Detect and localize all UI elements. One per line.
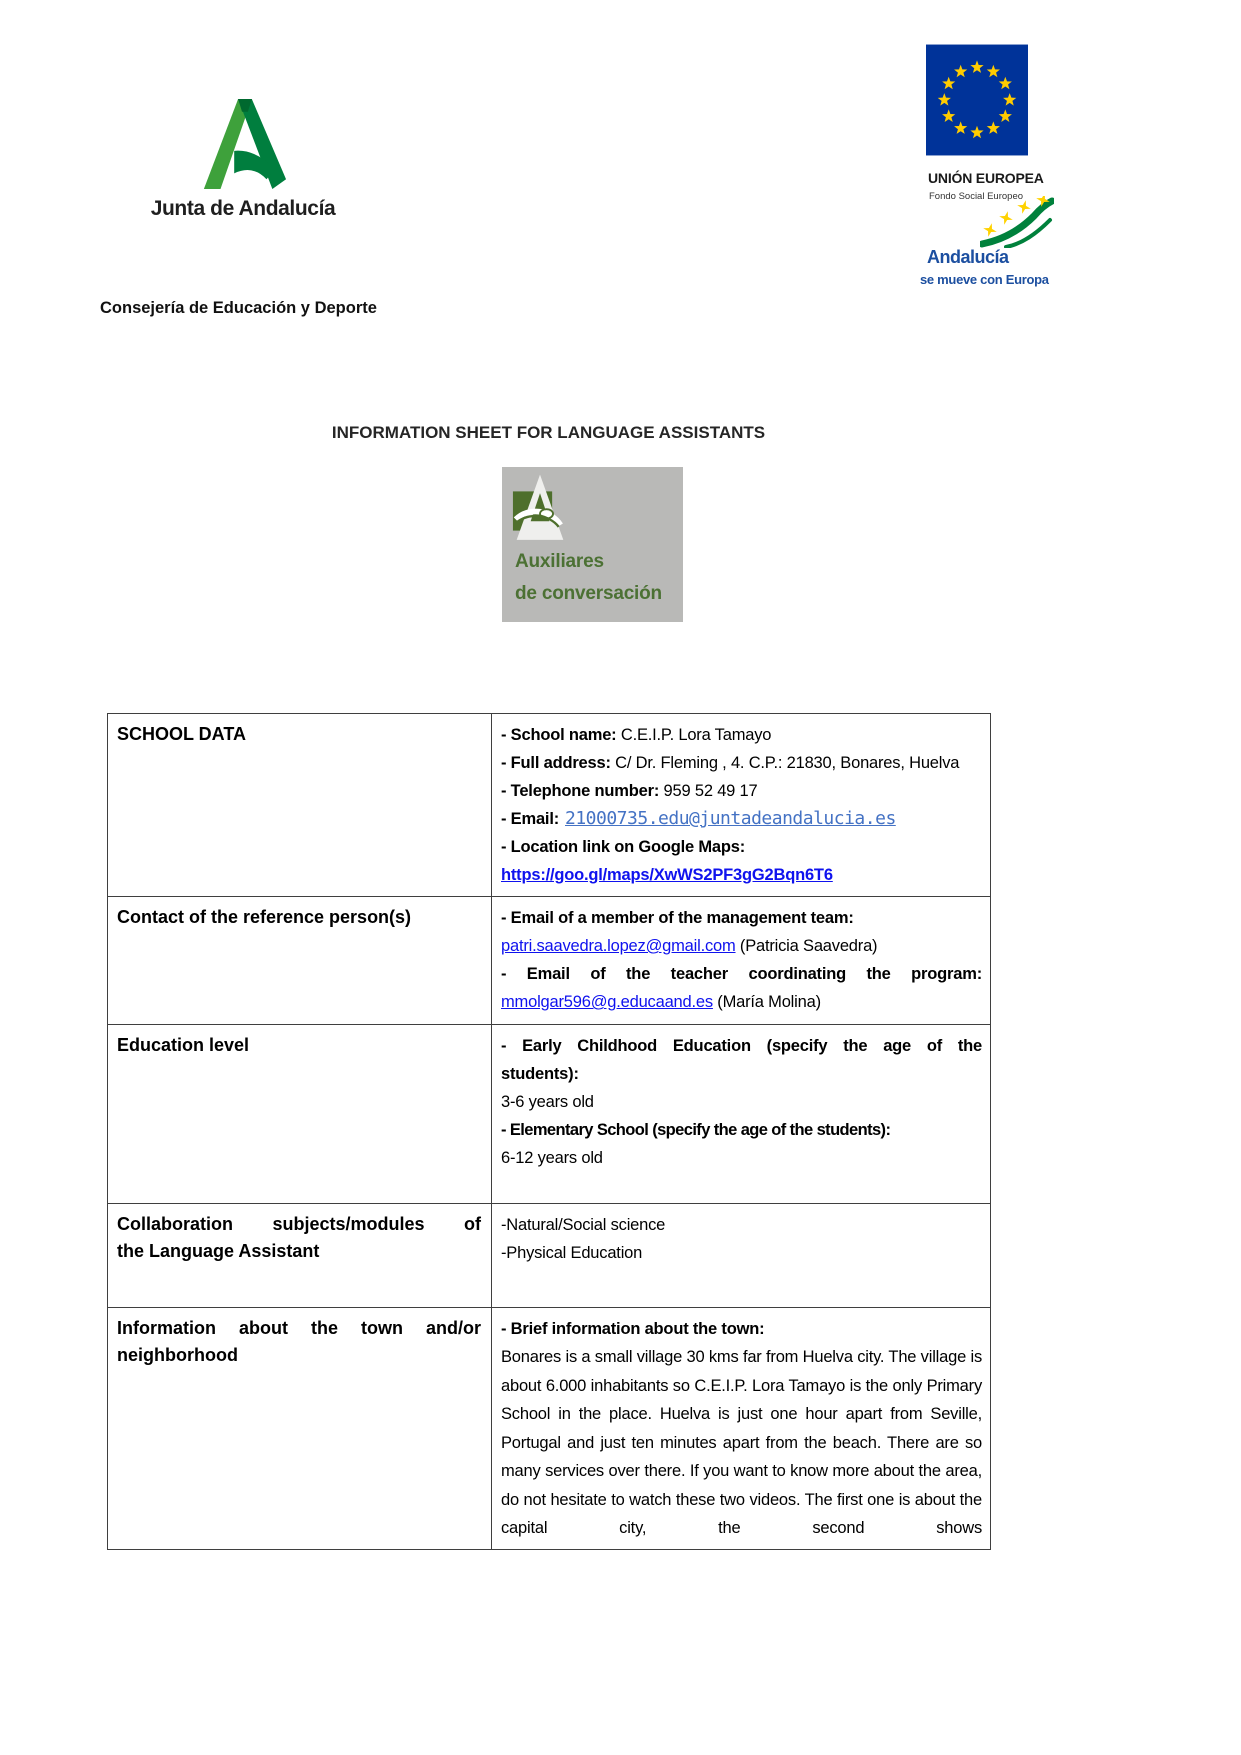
address-label: - Full address: xyxy=(501,754,611,772)
eu-flag-icon xyxy=(926,44,1028,156)
management-person-name: (Patricia Saavedra) xyxy=(735,937,878,955)
school-name-label: - School name: xyxy=(501,726,617,744)
info-table xyxy=(107,713,991,1550)
auxiliares-emblem-icon xyxy=(512,472,568,550)
address-line xyxy=(501,749,982,777)
auxiliares-text-line1: Auxiliares xyxy=(515,551,604,572)
elementary-value: 6-12 years old xyxy=(501,1149,603,1167)
junta-a-icon xyxy=(198,98,288,190)
department-title: Consejería de Educación y Deporte xyxy=(100,299,377,317)
email-line xyxy=(501,805,982,833)
row-header-line1: Collaboration subjects/modules of xyxy=(117,1214,481,1234)
table-row-collaboration-subjects xyxy=(108,1204,991,1308)
management-email-link[interactable]: patri.saavedra.lopez@gmail.com xyxy=(501,937,736,955)
row-header-cell xyxy=(108,714,492,897)
junta-logo-text: Junta de Andalucía xyxy=(150,197,336,220)
table-row-education-level xyxy=(108,1025,991,1204)
subject-item: -Natural/Social science xyxy=(501,1216,666,1234)
coordinator-email-line xyxy=(501,988,982,1016)
table-row-town-info xyxy=(108,1308,991,1550)
maps-label: - Location link on Google Maps: xyxy=(501,838,746,856)
row-value-cell xyxy=(492,1025,991,1204)
se-mueve-label: se mueve con Europa xyxy=(920,272,1049,287)
row-value-cell xyxy=(492,1204,991,1308)
row-header-line1: Information about the town and/or xyxy=(117,1318,481,1338)
coordinator-email-link[interactable]: mmolgar596@g.educaand.es xyxy=(501,993,713,1011)
row-header-line2: neighborhood xyxy=(117,1345,238,1365)
town-description: Bonares is a small village 30 kms far from Huelva city. The village is about 6.000 inhabitants so C.E.I.P. Lora Tamayo is the only Primary School in the place. Huelva is just one hour apart from Seville, Portugal and just ten minutes apart from the beach. There are so many services over there. If you want to know more about the area, do not hesitate to watch these two videos. The first one is about the capital city, the second shows xyxy=(501,1348,982,1537)
row-header: Contact of the reference person(s) xyxy=(117,907,412,927)
table-row-contact xyxy=(108,897,991,1025)
brief-info-label: - Brief information about the town: xyxy=(501,1320,765,1338)
row-header-line2: the Language Assistant xyxy=(117,1241,320,1261)
andalucia-stars-icon xyxy=(980,196,1054,248)
maps-line xyxy=(501,861,982,889)
row-header-cell xyxy=(108,1204,492,1308)
row-header: SCHOOL DATA xyxy=(117,724,246,744)
auxiliares-text-line2: de conversación xyxy=(515,583,662,604)
coordinator-email-label: - Email of the teacher coordinating the program: xyxy=(501,965,982,983)
coordinator-person-name: (María Molina) xyxy=(712,993,821,1011)
school-name-line xyxy=(501,721,982,749)
eu-union-label: UNIÓN EUROPEA xyxy=(928,170,1044,186)
auxiliares-logo xyxy=(502,467,683,622)
management-email-label: - Email of a member of the management team: xyxy=(501,909,854,927)
early-childhood-label-line1: - Early Childhood Education (specify the age of the xyxy=(501,1037,982,1055)
early-childhood-value: 3-6 years old xyxy=(501,1093,594,1111)
document-title: INFORMATION SHEET FOR LANGUAGE ASSISTANTS xyxy=(331,423,766,442)
row-header-cell xyxy=(108,897,492,1025)
email-label: - Email: xyxy=(501,810,559,828)
early-childhood-label-line2: students): xyxy=(501,1065,579,1083)
phone-line xyxy=(501,777,982,805)
address-value: C/ Dr. Fleming , 4. C.P.: 21830, Bonares, Huelva xyxy=(610,754,960,772)
management-email-line xyxy=(501,932,982,960)
row-value-cell xyxy=(492,714,991,897)
table-row-school-data xyxy=(108,714,991,897)
row-value-cell xyxy=(492,1308,991,1550)
row-header-cell xyxy=(108,1308,492,1550)
school-name-value: C.E.I.P. Lora Tamayo xyxy=(616,726,772,744)
elementary-label: - Elementary School (specify the age of the students): xyxy=(501,1121,891,1139)
google-maps-link[interactable]: https://goo.gl/maps/XwWS2PF3gG2Bqn6T6 xyxy=(501,866,833,884)
junta-logo xyxy=(135,98,351,221)
row-header-cell xyxy=(108,1025,492,1204)
eu-fondo-label: Fondo Social Europeo xyxy=(929,191,1024,202)
phone-value: 959 52 49 17 xyxy=(659,782,758,800)
andalucia-label: Andalucía xyxy=(927,247,1009,267)
subject-item: -Physical Education xyxy=(501,1244,643,1262)
row-header: Education level xyxy=(117,1035,250,1055)
phone-label: - Telephone number: xyxy=(501,782,660,800)
row-value-cell xyxy=(492,897,991,1025)
school-email-link[interactable]: 21000735.edu@juntadeandalucia.es xyxy=(565,808,896,829)
